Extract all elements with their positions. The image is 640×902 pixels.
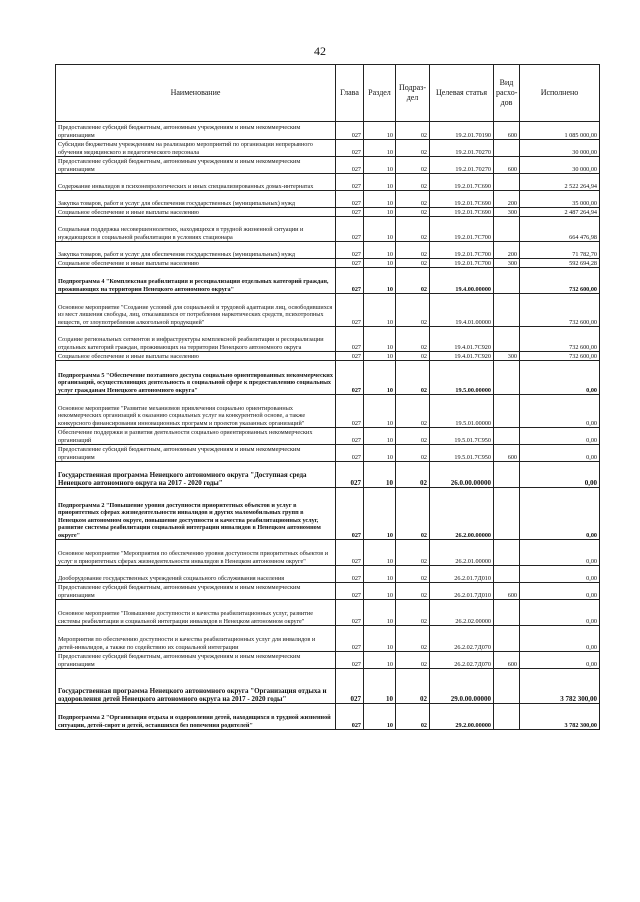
- row-vid: [494, 268, 520, 294]
- table-row: [56, 540, 600, 566]
- row-glava: 027: [336, 242, 364, 259]
- row-amount: 0,00: [520, 462, 600, 488]
- row-target: 19.4.01.7С920: [430, 327, 494, 352]
- row-razdel: 10: [364, 540, 396, 566]
- table-row: [56, 361, 600, 395]
- row-amount: 0,00: [520, 652, 600, 669]
- table-row: [56, 208, 600, 217]
- row-target: 26.2.01.7Д010: [430, 583, 494, 600]
- row-vid: [494, 361, 520, 395]
- row-glava: 027: [336, 327, 364, 352]
- row-razdel: 10: [364, 191, 396, 208]
- row-name: Основное мероприятие "Мероприятия по обеспечению уровня доступности приоритетных объектов и услуг в приоритетных сферах жизнедеятельности инвалидов в Ненецком автономном округе": [56, 540, 336, 566]
- row-target: 29.2.00.00000: [430, 704, 494, 730]
- row-name: Предоставление субсидий бюджетным, автономным учреждениям и иным некоммерческим организациям: [56, 652, 336, 669]
- row-name: Мероприятия по обеспечению доступности и качества реабилитационных услуг для инвалидов и детей-инвалидов, а также по содействию их социальной интеграции: [56, 626, 336, 652]
- row-name: Содержание инвалидов в психоневрологических и иных специализированных домах-интернатах: [56, 174, 336, 191]
- row-amount: 0,00: [520, 566, 600, 583]
- row-glava: 027: [336, 583, 364, 600]
- row-vid: [494, 462, 520, 488]
- row-podrazdel: 02: [396, 361, 430, 395]
- row-razdel: 10: [364, 259, 396, 268]
- row-target: 19.4.01.7С920: [430, 352, 494, 361]
- row-target: 19.2.01.7С690: [430, 191, 494, 208]
- table-row: [56, 268, 600, 294]
- row-glava: 027: [336, 600, 364, 626]
- table-row: [56, 217, 600, 242]
- row-target: 19.5.00.00000: [430, 361, 494, 395]
- row-podrazdel: 02: [396, 626, 430, 652]
- row-target: 19.5.01.00000: [430, 395, 494, 428]
- table-row: [56, 566, 600, 583]
- row-amount: 1 085 000,00: [520, 122, 600, 140]
- row-podrazdel: 02: [396, 140, 430, 157]
- row-podrazdel: 02: [396, 242, 430, 259]
- table-row: [56, 259, 600, 268]
- row-target: 26.2.01.00000: [430, 540, 494, 566]
- budget-table: [55, 64, 600, 730]
- table-row: [56, 488, 600, 540]
- row-glava: 027: [336, 462, 364, 488]
- row-name: Предоставление субсидий бюджетным, автономным учреждениям и иным некоммерческим организациям: [56, 122, 336, 140]
- row-name: Предоставление субсидий бюджетным, автономным учреждениям и иным некоммерческим организациям: [56, 583, 336, 600]
- row-amount: 35 000,00: [520, 191, 600, 208]
- row-podrazdel: 02: [396, 669, 430, 704]
- row-target: 19.4.01.00000: [430, 294, 494, 327]
- row-vid: 600: [494, 122, 520, 140]
- row-podrazdel: 02: [396, 395, 430, 428]
- header-done: Исполнено: [520, 65, 600, 122]
- row-podrazdel: 02: [396, 157, 430, 174]
- row-podrazdel: 02: [396, 566, 430, 583]
- row-name: Подпрограмма 2 "Повышение уровня доступности приоритетных объектов и услуг в приоритетных сферах жизнедеятельности инвалидов и других маломобильных групп в Ненецком автономном округе, повышение доступности и качества реабилитационных услуг, развитие системы реабилитации социальной интеграции инвалидов в Ненецком автономном округе": [56, 488, 336, 540]
- row-name: Основное мероприятие "Развитие механизмов привлечения социально ориентированных некоммерческих организаций к оказанию социальных услуг на конкурентной основе, а также конкурсного финансирования инновационных программ и проектов указанных организаций": [56, 395, 336, 428]
- row-vid: [494, 395, 520, 428]
- row-podrazdel: 02: [396, 294, 430, 327]
- row-vid: [494, 488, 520, 540]
- table-row: [56, 600, 600, 626]
- row-vid: [494, 174, 520, 191]
- row-vid: [494, 327, 520, 352]
- header-podrazdel: Подраз-дел: [396, 65, 430, 122]
- row-target: 26.2.00.00000: [430, 488, 494, 540]
- table-row: [56, 122, 600, 140]
- table-body: [56, 122, 600, 730]
- row-podrazdel: 02: [396, 583, 430, 600]
- row-target: 26.2.02.7Д070: [430, 652, 494, 669]
- row-amount: 30 000,00: [520, 157, 600, 174]
- row-podrazdel: 02: [396, 445, 430, 462]
- row-razdel: 10: [364, 488, 396, 540]
- row-name: Государственная программа Ненецкого автономного округа "Доступная среда Ненецкого автономного округа на 2017 - 2020 годы": [56, 462, 336, 488]
- row-glava: 027: [336, 652, 364, 669]
- row-vid: [494, 600, 520, 626]
- row-razdel: 10: [364, 327, 396, 352]
- row-podrazdel: 02: [396, 462, 430, 488]
- row-amount: 0,00: [520, 600, 600, 626]
- row-glava: 027: [336, 208, 364, 217]
- row-name: Обеспечение поддержки и развития деятельности социально ориентированных некоммерческих организаций: [56, 428, 336, 445]
- row-glava: 027: [336, 157, 364, 174]
- row-vid: 300: [494, 259, 520, 268]
- table-row: [56, 704, 600, 730]
- row-glava: 027: [336, 445, 364, 462]
- table-row: [56, 445, 600, 462]
- row-amount: 2 487 264,94: [520, 208, 600, 217]
- row-name: Социальное обеспечение и иные выплаты населению: [56, 259, 336, 268]
- row-razdel: 10: [364, 361, 396, 395]
- row-target: 19.2.01.70270: [430, 140, 494, 157]
- row-razdel: 10: [364, 294, 396, 327]
- row-vid: 200: [494, 242, 520, 259]
- row-target: 26.2.02.00000: [430, 600, 494, 626]
- row-amount: 0,00: [520, 583, 600, 600]
- row-razdel: 10: [364, 268, 396, 294]
- page-number: 42: [314, 44, 326, 58]
- row-podrazdel: 02: [396, 652, 430, 669]
- table-row: [56, 583, 600, 600]
- row-podrazdel: 02: [396, 191, 430, 208]
- row-razdel: 10: [364, 157, 396, 174]
- row-name: Социальное обеспечение и иные выплаты населению: [56, 352, 336, 361]
- row-razdel: 10: [364, 445, 396, 462]
- row-amount: 0,00: [520, 626, 600, 652]
- row-vid: [494, 566, 520, 583]
- table-row: [56, 626, 600, 652]
- row-target: 26.2.01.7Д010: [430, 566, 494, 583]
- row-glava: 027: [336, 626, 364, 652]
- row-target: 19.2.01.7С690: [430, 208, 494, 217]
- table-row: [56, 174, 600, 191]
- row-podrazdel: 02: [396, 208, 430, 217]
- row-amount: 732 600,00: [520, 327, 600, 352]
- row-amount: 30 000,00: [520, 140, 600, 157]
- row-podrazdel: 02: [396, 217, 430, 242]
- row-target: 19.4.00.00000: [430, 268, 494, 294]
- row-razdel: 10: [364, 352, 396, 361]
- row-razdel: 10: [364, 704, 396, 730]
- row-amount: 3 782 300,00: [520, 669, 600, 704]
- row-amount: 3 782 300,00: [520, 704, 600, 730]
- row-vid: 300: [494, 208, 520, 217]
- row-razdel: 10: [364, 566, 396, 583]
- row-name: Социальная поддержка несовершеннолетних, находящихся в трудной жизненной ситуации и нуждающихся в социальной реабилитации в условиях стационара: [56, 217, 336, 242]
- row-amount: 0,00: [520, 445, 600, 462]
- row-glava: 027: [336, 395, 364, 428]
- header-glava: Глава: [336, 65, 364, 122]
- row-name: Основное мероприятие "Создание условий для социальной и трудовой адаптации лиц, освободившихся из мест лишения свободы, лиц, отказавшихся от потребления наркотических средств, психотропных веществ, от злоупотребления алкогольной продукцией": [56, 294, 336, 327]
- row-target: 29.0.00.00000: [430, 669, 494, 704]
- row-glava: 027: [336, 352, 364, 361]
- row-name: Подпрограмма 2 "Организация отдыха и оздоровления детей, находящихся в трудной жизненной ситуации, детей-сирот и детей, оставшихся без попечения родителей": [56, 704, 336, 730]
- row-amount: 0,00: [520, 395, 600, 428]
- row-glava: 027: [336, 488, 364, 540]
- row-glava: 027: [336, 704, 364, 730]
- row-podrazdel: 02: [396, 600, 430, 626]
- row-glava: 027: [336, 217, 364, 242]
- row-vid: 200: [494, 191, 520, 208]
- row-glava: 027: [336, 540, 364, 566]
- table-row: [56, 352, 600, 361]
- row-glava: 027: [336, 361, 364, 395]
- row-razdel: 10: [364, 626, 396, 652]
- row-glava: 027: [336, 140, 364, 157]
- row-amount: 0,00: [520, 540, 600, 566]
- table-row: [56, 140, 600, 157]
- row-podrazdel: 02: [396, 352, 430, 361]
- row-vid: [494, 669, 520, 704]
- row-name: Предоставление субсидий бюджетным, автономным учреждениям и иным некоммерческим организациям: [56, 157, 336, 174]
- row-podrazdel: 02: [396, 704, 430, 730]
- table-row: [56, 428, 600, 445]
- row-target: 26.2.02.7Д070: [430, 626, 494, 652]
- table-row: [56, 395, 600, 428]
- row-name: Социальное обеспечение и иные выплаты населению: [56, 208, 336, 217]
- row-target: 26.0.00.00000: [430, 462, 494, 488]
- table-row: [56, 327, 600, 352]
- row-razdel: 10: [364, 242, 396, 259]
- table-row: [56, 462, 600, 488]
- row-razdel: 10: [364, 600, 396, 626]
- table-row: [56, 242, 600, 259]
- row-amount: 0,00: [520, 488, 600, 540]
- row-amount: 732 600,00: [520, 352, 600, 361]
- row-podrazdel: 02: [396, 428, 430, 445]
- table-row: [56, 294, 600, 327]
- row-podrazdel: 02: [396, 488, 430, 540]
- row-name: Закупка товаров, работ и услуг для обеспечения государственных (муниципальных) нужд: [56, 242, 336, 259]
- row-glava: 027: [336, 294, 364, 327]
- row-name: Создание региональных сегментов и инфраструктуры комплексной реабилитации и ресоциализации отдельных категорий граждан, проживающих на территории Ненецкого автономного округа: [56, 327, 336, 352]
- row-glava: 027: [336, 566, 364, 583]
- table-row: [56, 157, 600, 174]
- row-vid: 600: [494, 583, 520, 600]
- row-razdel: 10: [364, 428, 396, 445]
- row-podrazdel: 02: [396, 540, 430, 566]
- row-razdel: 10: [364, 217, 396, 242]
- row-target: 19.5.01.7С950: [430, 428, 494, 445]
- row-vid: [494, 294, 520, 327]
- row-amount: 592 694,28: [520, 259, 600, 268]
- row-target: 19.5.01.7С950: [430, 445, 494, 462]
- row-vid: [494, 626, 520, 652]
- row-glava: 027: [336, 428, 364, 445]
- row-vid: 600: [494, 445, 520, 462]
- row-razdel: 10: [364, 652, 396, 669]
- row-podrazdel: 02: [396, 327, 430, 352]
- row-target: 19.2.01.70190: [430, 122, 494, 140]
- row-razdel: 10: [364, 208, 396, 217]
- table-row: [56, 191, 600, 208]
- row-glava: 027: [336, 669, 364, 704]
- row-target: 19.2.01.7С690: [430, 174, 494, 191]
- row-razdel: 10: [364, 122, 396, 140]
- row-amount: 2 522 264,94: [520, 174, 600, 191]
- row-glava: 027: [336, 191, 364, 208]
- row-name: Дооборудование государственных учреждений социального обслуживания населения: [56, 566, 336, 583]
- row-vid: [494, 540, 520, 566]
- header-name: Наименование: [56, 65, 336, 122]
- row-vid: 300: [494, 352, 520, 361]
- row-name: Государственная программа Ненецкого автономного округа "Организация отдыха и оздоровления детей Ненецкого автономного округа на 2017 - 2020 годы": [56, 669, 336, 704]
- row-vid: 600: [494, 652, 520, 669]
- row-razdel: 10: [364, 140, 396, 157]
- row-glava: 027: [336, 122, 364, 140]
- row-razdel: 10: [364, 462, 396, 488]
- row-razdel: 10: [364, 583, 396, 600]
- header-target: Целевая статья: [430, 65, 494, 122]
- row-target: 19.2.01.7С700: [430, 242, 494, 259]
- row-name: Подпрограмма 4 "Комплексная реабилитация и ресоциализация отдельных категорий граждан, проживающих на территории Ненецкого автономного округа": [56, 268, 336, 294]
- row-name: Подпрограмма 5 "Обеспечение поэтапного доступа социально ориентированных некоммерческих организаций, осуществляющих деятельность в социальной сфере к предоставлению социальных услуг гражданам Ненецкого автономного округа": [56, 361, 336, 395]
- table-row: [56, 652, 600, 669]
- row-podrazdel: 02: [396, 122, 430, 140]
- row-glava: 027: [336, 268, 364, 294]
- row-razdel: 10: [364, 174, 396, 191]
- row-vid: 600: [494, 157, 520, 174]
- row-target: 19.2.01.70270: [430, 157, 494, 174]
- row-razdel: 10: [364, 395, 396, 428]
- row-amount: 732 600,00: [520, 268, 600, 294]
- row-name: Закупка товаров, работ и услуг для обеспечения государственных (муниципальных) нужд: [56, 191, 336, 208]
- row-name: Основное мероприятие "Повышение доступности и качества реабилитационных услуг, развитие системы реабилитации и социальной интеграции инвалидов в Ненецком автономном округе": [56, 600, 336, 626]
- row-amount: 732 600,00: [520, 294, 600, 327]
- row-amount: 71 782,70: [520, 242, 600, 259]
- row-vid: [494, 217, 520, 242]
- row-vid: [494, 704, 520, 730]
- row-name: Субсидии бюджетным учреждениям на реализацию мероприятий по организации непрерывного обучения медицинского и педагогического персонала: [56, 140, 336, 157]
- row-amount: 664 476,98: [520, 217, 600, 242]
- row-amount: 0,00: [520, 361, 600, 395]
- row-glava: 027: [336, 174, 364, 191]
- row-vid: [494, 140, 520, 157]
- header-vid: Вид расхо-дов: [494, 65, 520, 122]
- row-podrazdel: 02: [396, 259, 430, 268]
- row-target: 19.2.01.7С700: [430, 217, 494, 242]
- row-target: 19.2.01.7С700: [430, 259, 494, 268]
- row-glava: 027: [336, 259, 364, 268]
- table-header: [56, 65, 600, 122]
- row-podrazdel: 02: [396, 268, 430, 294]
- row-name: Предоставление субсидий бюджетным, автономным учреждениям и иным некоммерческим организациям: [56, 445, 336, 462]
- row-vid: [494, 428, 520, 445]
- header-razdel: Раздел: [364, 65, 396, 122]
- row-razdel: 10: [364, 669, 396, 704]
- table-row: [56, 669, 600, 704]
- row-amount: 0,00: [520, 428, 600, 445]
- row-podrazdel: 02: [396, 174, 430, 191]
